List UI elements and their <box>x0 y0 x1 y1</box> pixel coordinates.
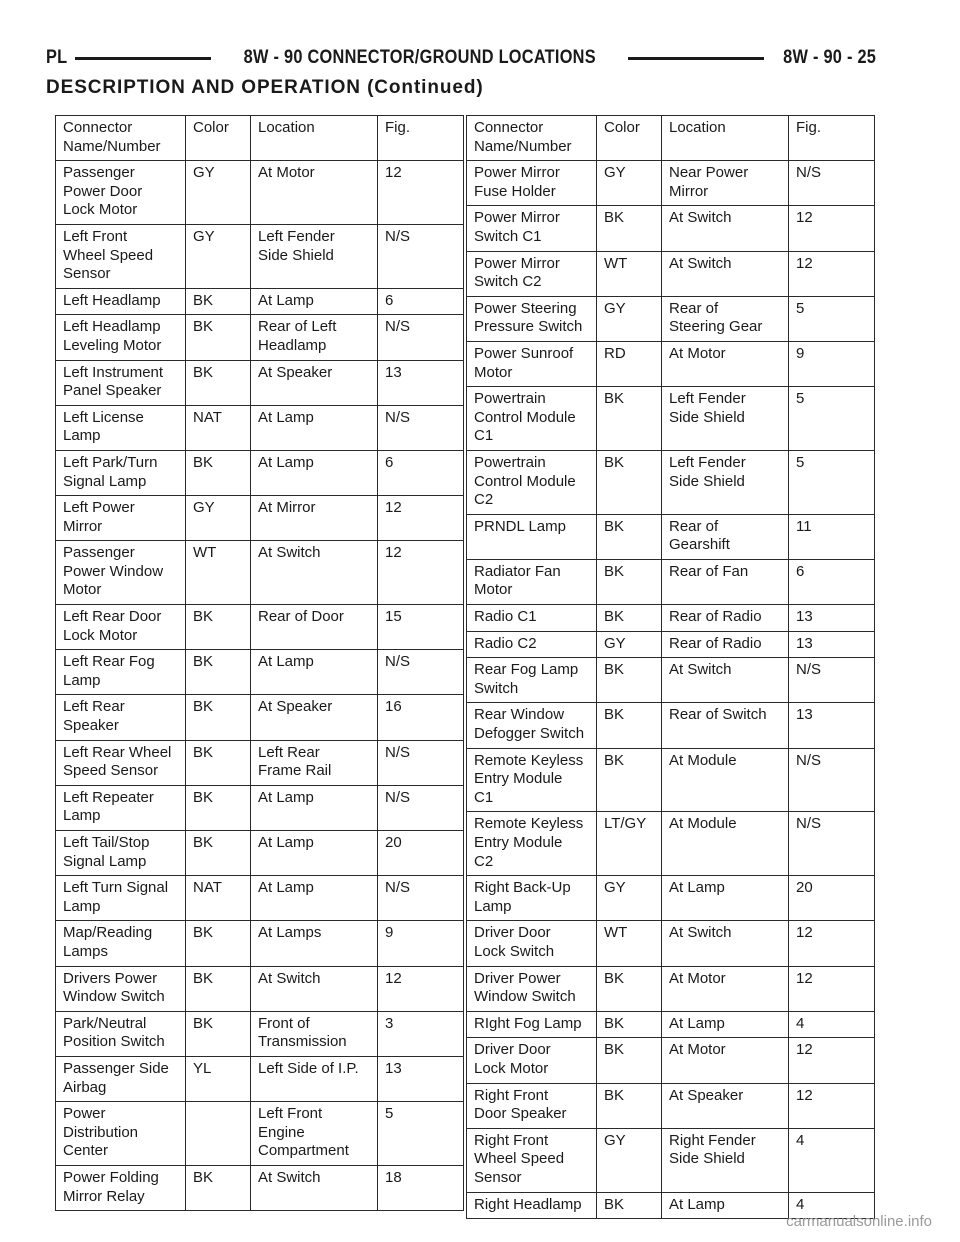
location-cell: Left Rear Frame Rail <box>251 740 378 785</box>
figure-cell: 12 <box>378 161 464 225</box>
location-cell: At Speaker <box>662 1083 789 1128</box>
figure-cell: 4 <box>789 1128 875 1192</box>
wire-color-cell: BK <box>597 966 662 1011</box>
location-cell: Rear of Steering Gear <box>662 296 789 341</box>
figure-cell: 9 <box>378 921 464 966</box>
wire-color-cell: BK <box>186 1011 251 1056</box>
wire-color-cell: BK <box>597 1011 662 1038</box>
wire-color-cell: NAT <box>186 405 251 450</box>
location-cell: Front of Transmission <box>251 1011 378 1056</box>
location-cell: Right Fender Side Shield <box>662 1128 789 1192</box>
wire-color-cell: BK <box>597 748 662 812</box>
wire-color-cell: BK <box>186 360 251 405</box>
location-cell: At Module <box>662 812 789 876</box>
wire-color-cell: BK <box>597 1083 662 1128</box>
table-row <box>56 450 464 495</box>
header-rule-right <box>628 57 764 60</box>
table-header-row <box>56 116 464 161</box>
figure-cell: 12 <box>378 966 464 1011</box>
figure-cell: 13 <box>789 631 875 658</box>
wire-color-cell <box>186 1102 251 1166</box>
location-cell: Left Fender Side Shield <box>662 450 789 514</box>
figure-cell: 16 <box>378 695 464 740</box>
table-row <box>467 251 875 296</box>
connector-name-cell: Left Turn Signal Lamp <box>56 876 186 921</box>
figure-cell: 15 <box>378 605 464 650</box>
location-cell: At Motor <box>662 341 789 386</box>
watermark: carmanualsonline.info <box>786 1213 932 1230</box>
location-cell: At Lamp <box>251 450 378 495</box>
figure-cell: N/S <box>789 812 875 876</box>
location-cell: Rear of Gearshift <box>662 514 789 559</box>
connector-name-cell: Right Back-Up Lamp <box>467 876 597 921</box>
location-cell: Near Power Mirror <box>662 161 789 206</box>
figure-cell: 6 <box>378 288 464 315</box>
connector-name-cell: Powertrain Control Module C2 <box>467 450 597 514</box>
location-cell: At Lamp <box>251 405 378 450</box>
connector-name-cell: Rear Window Defogger Switch <box>467 703 597 748</box>
table-row <box>56 1102 464 1166</box>
location-cell: At Lamp <box>251 785 378 830</box>
connector-table-right <box>466 115 875 1219</box>
figure-cell: 12 <box>789 1083 875 1128</box>
figure-cell: N/S <box>378 224 464 288</box>
connector-name-cell: Left Headlamp Leveling Motor <box>56 315 186 360</box>
figure-cell: 6 <box>378 450 464 495</box>
wire-color-cell: BK <box>597 658 662 703</box>
connector-table-left <box>55 115 464 1211</box>
connector-name-cell: Right Headlamp <box>467 1192 597 1219</box>
connector-name-cell: Power Mirror Switch C1 <box>467 206 597 251</box>
location-cell: At Switch <box>662 921 789 966</box>
wire-color-cell: GY <box>186 161 251 225</box>
col-header-color: Color <box>186 116 251 161</box>
location-cell: At Lamp <box>662 876 789 921</box>
header-section-code: PL <box>46 47 68 68</box>
table-row <box>56 1056 464 1101</box>
table-row <box>467 341 875 386</box>
table-header-row <box>467 116 875 161</box>
col-header-fig: Fig. <box>789 116 875 161</box>
connector-name-cell: Park/Neutral Position Switch <box>56 1011 186 1056</box>
wire-color-cell: BK <box>186 831 251 876</box>
figure-cell: 12 <box>378 496 464 541</box>
connector-name-cell: Power Distribution Center <box>56 1102 186 1166</box>
wire-color-cell: BK <box>597 703 662 748</box>
location-cell: At Speaker <box>251 695 378 740</box>
col-header-connector: Connector Name/Number <box>56 116 186 161</box>
figure-cell: 5 <box>789 387 875 451</box>
header-rule-left <box>75 57 211 60</box>
table-row <box>467 748 875 812</box>
wire-color-cell: GY <box>186 496 251 541</box>
figure-cell: 13 <box>378 360 464 405</box>
location-cell: Left Side of I.P. <box>251 1056 378 1101</box>
table-row <box>467 1038 875 1083</box>
figure-cell: N/S <box>378 650 464 695</box>
table-row <box>467 605 875 632</box>
wire-color-cell: BK <box>186 450 251 495</box>
connector-name-cell: Drivers Power Window Switch <box>56 966 186 1011</box>
connector-name-cell: RIght Fog Lamp <box>467 1011 597 1038</box>
location-cell: At Motor <box>662 966 789 1011</box>
figure-cell: 12 <box>378 541 464 605</box>
wire-color-cell: YL <box>186 1056 251 1101</box>
connector-name-cell: Passenger Power Door Lock Motor <box>56 161 186 225</box>
connector-name-cell: Left Front Wheel Speed Sensor <box>56 224 186 288</box>
col-header-fig: Fig. <box>378 116 464 161</box>
wire-color-cell: BK <box>597 1192 662 1219</box>
table-row <box>467 658 875 703</box>
wire-color-cell: BK <box>597 387 662 451</box>
wire-color-cell: BK <box>186 650 251 695</box>
table-row <box>56 605 464 650</box>
connector-name-cell: Radiator Fan Motor <box>467 559 597 604</box>
wire-color-cell: BK <box>597 1038 662 1083</box>
figure-cell: N/S <box>378 876 464 921</box>
col-header-location: Location <box>662 116 789 161</box>
location-cell: At Motor <box>251 161 378 225</box>
table-row <box>467 161 875 206</box>
location-cell: Rear of Fan <box>662 559 789 604</box>
location-cell: At Switch <box>251 1165 378 1210</box>
connector-name-cell: Power Mirror Switch C2 <box>467 251 597 296</box>
connector-name-cell: Power Mirror Fuse Holder <box>467 161 597 206</box>
wire-color-cell: BK <box>186 695 251 740</box>
wire-color-cell: BK <box>186 288 251 315</box>
location-cell: Rear of Radio <box>662 605 789 632</box>
table-row <box>467 559 875 604</box>
header-chapter-title: 8W - 90 CONNECTOR/GROUND LOCATIONS <box>243 47 596 68</box>
table-row <box>56 541 464 605</box>
connector-name-cell: Left License Lamp <box>56 405 186 450</box>
connector-name-cell: Left Rear Fog Lamp <box>56 650 186 695</box>
col-header-color: Color <box>597 116 662 161</box>
figure-cell: 9 <box>789 341 875 386</box>
wire-color-cell: WT <box>186 541 251 605</box>
section-title: DESCRIPTION AND OPERATION (Continued) <box>46 77 484 98</box>
wire-color-cell: BK <box>186 966 251 1011</box>
table-row <box>467 876 875 921</box>
table-row <box>56 405 464 450</box>
connector-name-cell: Rear Fog Lamp Switch <box>467 658 597 703</box>
location-cell: At Lamp <box>251 650 378 695</box>
location-cell: At Switch <box>251 966 378 1011</box>
wire-color-cell: GY <box>186 224 251 288</box>
location-cell: At Switch <box>662 206 789 251</box>
table-row <box>56 161 464 225</box>
wire-color-cell: LT/GY <box>597 812 662 876</box>
figure-cell: 20 <box>378 831 464 876</box>
connector-name-cell: Passenger Power Window Motor <box>56 541 186 605</box>
location-cell: Rear of Radio <box>662 631 789 658</box>
figure-cell: N/S <box>789 161 875 206</box>
connector-name-cell: Left Rear Speaker <box>56 695 186 740</box>
wire-color-cell: GY <box>597 161 662 206</box>
table-row <box>467 812 875 876</box>
connector-name-cell: Remote Keyless Entry Module C2 <box>467 812 597 876</box>
wire-color-cell: BK <box>597 559 662 604</box>
table-row <box>467 1128 875 1192</box>
figure-cell: 12 <box>789 251 875 296</box>
wire-color-cell: BK <box>186 1165 251 1210</box>
wire-color-cell: BK <box>186 605 251 650</box>
table-row <box>56 876 464 921</box>
wire-color-cell: BK <box>597 206 662 251</box>
figure-cell: 5 <box>789 296 875 341</box>
table-row <box>56 360 464 405</box>
connector-name-cell: Driver Door Lock Switch <box>467 921 597 966</box>
wire-color-cell: BK <box>186 785 251 830</box>
location-cell: Left Fender Side Shield <box>662 387 789 451</box>
wire-color-cell: WT <box>597 251 662 296</box>
wire-color-cell: BK <box>186 740 251 785</box>
location-cell: Left Fender Side Shield <box>251 224 378 288</box>
connector-name-cell: Left Rear Door Lock Motor <box>56 605 186 650</box>
figure-cell: N/S <box>378 785 464 830</box>
figure-cell: 12 <box>789 966 875 1011</box>
wire-color-cell: RD <box>597 341 662 386</box>
location-cell: Left Front Engine Compartment <box>251 1102 378 1166</box>
table-row <box>467 921 875 966</box>
wire-color-cell: GY <box>597 631 662 658</box>
connector-name-cell: Power Folding Mirror Relay <box>56 1165 186 1210</box>
location-cell: At Lamps <box>251 921 378 966</box>
figure-cell: 20 <box>789 876 875 921</box>
table-row <box>467 631 875 658</box>
col-header-location: Location <box>251 116 378 161</box>
table-row <box>467 450 875 514</box>
figure-cell: 12 <box>789 206 875 251</box>
location-cell: Rear of Switch <box>662 703 789 748</box>
table-row <box>56 1011 464 1056</box>
location-cell: At Lamp <box>662 1011 789 1038</box>
location-cell: Rear of Left Headlamp <box>251 315 378 360</box>
connector-name-cell: Passenger Side Airbag <box>56 1056 186 1101</box>
location-cell: At Module <box>662 748 789 812</box>
wire-color-cell: BK <box>597 450 662 514</box>
wire-color-cell: BK <box>597 514 662 559</box>
connector-name-cell: Radio C2 <box>467 631 597 658</box>
wire-color-cell: BK <box>186 315 251 360</box>
table-row <box>56 650 464 695</box>
figure-cell: N/S <box>378 405 464 450</box>
connector-name-cell: Left Power Mirror <box>56 496 186 541</box>
location-cell: At Motor <box>662 1038 789 1083</box>
table-row <box>56 785 464 830</box>
location-cell: At Speaker <box>251 360 378 405</box>
figure-cell: 3 <box>378 1011 464 1056</box>
connector-name-cell: Left Instrument Panel Speaker <box>56 360 186 405</box>
wire-color-cell: GY <box>597 1128 662 1192</box>
figure-cell: N/S <box>789 658 875 703</box>
connector-name-cell: Left Tail/Stop Signal Lamp <box>56 831 186 876</box>
table-row <box>56 288 464 315</box>
location-cell: At Switch <box>251 541 378 605</box>
table-row <box>467 387 875 451</box>
connector-name-cell: Right Front Wheel Speed Sensor <box>467 1128 597 1192</box>
header-page-number: 8W - 90 - 25 <box>783 47 877 68</box>
table-row <box>467 1011 875 1038</box>
location-cell: At Lamp <box>251 831 378 876</box>
figure-cell: 4 <box>789 1192 875 1219</box>
figure-cell: N/S <box>378 740 464 785</box>
wire-color-cell: GY <box>597 296 662 341</box>
table-row <box>467 1083 875 1128</box>
location-cell: At Switch <box>662 658 789 703</box>
figure-cell: 11 <box>789 514 875 559</box>
table-row <box>467 703 875 748</box>
table-row <box>56 496 464 541</box>
table-row <box>56 695 464 740</box>
figure-cell: 13 <box>789 605 875 632</box>
figure-cell: N/S <box>789 748 875 812</box>
table-row <box>56 315 464 360</box>
table-row <box>56 921 464 966</box>
location-cell: At Mirror <box>251 496 378 541</box>
connector-name-cell: Power Sunroof Motor <box>467 341 597 386</box>
wire-color-cell: BK <box>186 921 251 966</box>
location-cell: At Lamp <box>251 876 378 921</box>
connector-name-cell: Map/Reading Lamps <box>56 921 186 966</box>
figure-cell: 18 <box>378 1165 464 1210</box>
table-row <box>56 740 464 785</box>
figure-cell: 12 <box>789 1038 875 1083</box>
location-cell: Rear of Door <box>251 605 378 650</box>
table-row <box>467 206 875 251</box>
connector-name-cell: Driver Door Lock Motor <box>467 1038 597 1083</box>
figure-cell: 13 <box>378 1056 464 1101</box>
figure-cell: N/S <box>378 315 464 360</box>
table-row <box>467 514 875 559</box>
table-row <box>467 966 875 1011</box>
col-header-connector: Connector Name/Number <box>467 116 597 161</box>
wire-color-cell: NAT <box>186 876 251 921</box>
location-cell: At Lamp <box>662 1192 789 1219</box>
figure-cell: 13 <box>789 703 875 748</box>
table-row <box>56 831 464 876</box>
connector-name-cell: Powertrain Control Module C1 <box>467 387 597 451</box>
figure-cell: 6 <box>789 559 875 604</box>
connector-name-cell: Left Rear Wheel Speed Sensor <box>56 740 186 785</box>
connector-name-cell: Radio C1 <box>467 605 597 632</box>
connector-name-cell: Driver Power Window Switch <box>467 966 597 1011</box>
figure-cell: 4 <box>789 1011 875 1038</box>
connector-name-cell: Power Steering Pressure Switch <box>467 296 597 341</box>
wire-color-cell: GY <box>597 876 662 921</box>
connector-name-cell: Left Repeater Lamp <box>56 785 186 830</box>
connector-name-cell: Remote Keyless Entry Module C1 <box>467 748 597 812</box>
table-row <box>56 966 464 1011</box>
location-cell: At Switch <box>662 251 789 296</box>
wire-color-cell: BK <box>597 605 662 632</box>
connector-name-cell: Left Headlamp <box>56 288 186 315</box>
table-row <box>56 1165 464 1210</box>
figure-cell: 5 <box>378 1102 464 1166</box>
table-row <box>56 224 464 288</box>
location-cell: At Lamp <box>251 288 378 315</box>
figure-cell: 12 <box>789 921 875 966</box>
connector-name-cell: Left Park/Turn Signal Lamp <box>56 450 186 495</box>
table-row <box>467 296 875 341</box>
page-header <box>46 44 876 72</box>
figure-cell: 5 <box>789 450 875 514</box>
connector-name-cell: Right Front Door Speaker <box>467 1083 597 1128</box>
connector-name-cell: PRNDL Lamp <box>467 514 597 559</box>
wire-color-cell: WT <box>597 921 662 966</box>
